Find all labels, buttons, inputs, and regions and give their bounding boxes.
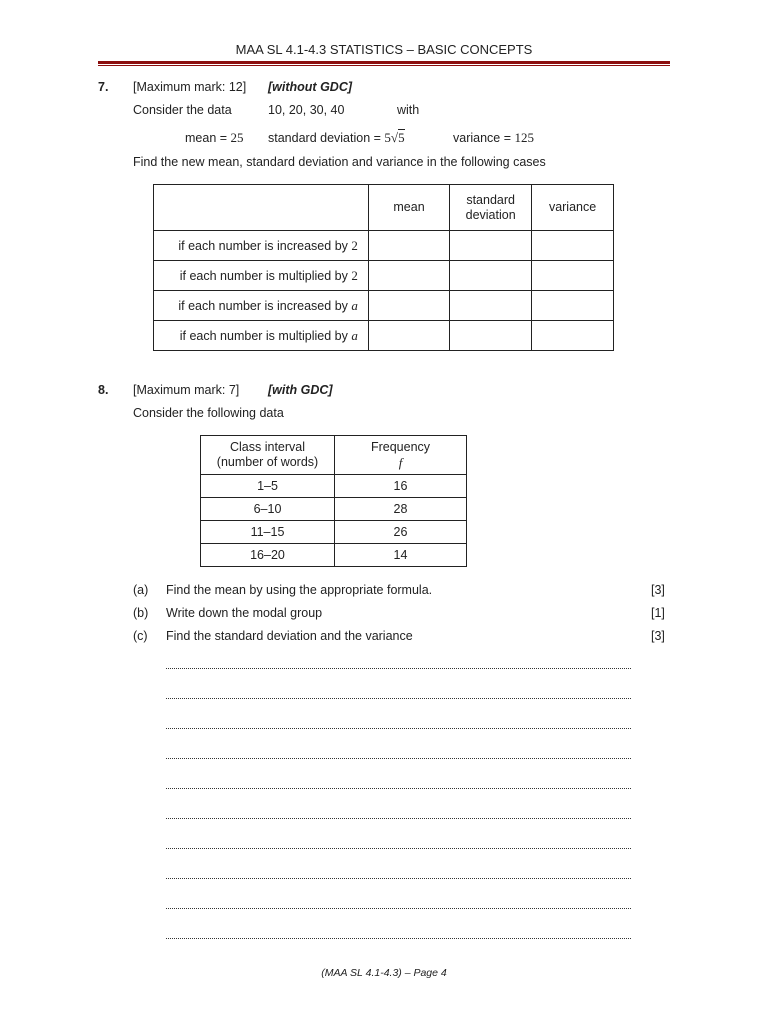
frequency-cell: 16 <box>335 475 467 498</box>
q8-header-class-interval: Class interval (number of words) <box>201 436 335 475</box>
table-row <box>201 521 467 544</box>
table-row <box>201 544 467 567</box>
q7-instruction: Find the new mean, standard deviation and variance in the following cases <box>133 155 546 169</box>
table-row <box>154 231 614 261</box>
q7-consider: Consider the data <box>133 103 232 117</box>
row-label <box>154 321 369 351</box>
variance-value: 125 <box>514 130 535 145</box>
sd-radicand: 5 <box>398 130 405 145</box>
answer-line[interactable] <box>166 788 631 789</box>
answer-cell[interactable] <box>450 321 532 351</box>
q7-mean-line <box>185 130 244 146</box>
q8-tool: [with GDC] <box>268 383 333 397</box>
row-label <box>154 291 369 321</box>
answer-cell[interactable] <box>450 291 532 321</box>
part-c-label: (c) <box>133 629 148 643</box>
part-b-marks: [1] <box>651 606 665 620</box>
sd-label: standard deviation = <box>268 131 381 145</box>
q8-number: 8. <box>98 383 109 397</box>
frequency-label: Frequency <box>370 439 431 454</box>
row-label-text: if each number is increased by <box>178 298 348 313</box>
answer-cell[interactable] <box>532 231 614 261</box>
answer-line[interactable] <box>166 908 631 909</box>
part-c-text: Find the standard deviation and the variance <box>166 629 413 643</box>
class-interval-cell: 1–5 <box>201 475 335 498</box>
answer-line[interactable] <box>166 758 631 759</box>
q7-tool: [without GDC] <box>268 80 353 94</box>
part-a-label: (a) <box>133 583 149 597</box>
answer-line[interactable] <box>166 938 631 939</box>
answer-cell[interactable] <box>532 261 614 291</box>
q7-header-mean: mean <box>368 185 449 231</box>
row-label-text: if each number is multiplied by <box>179 328 348 343</box>
q7-table-header-row <box>154 185 614 231</box>
q8-max-mark: [Maximum mark: 7] <box>133 383 240 397</box>
part-b-label: (b) <box>133 606 149 620</box>
q7-header-variance: variance <box>532 185 614 231</box>
answer-cell[interactable] <box>368 261 449 291</box>
q8-table-header-row <box>201 436 467 475</box>
table-row <box>154 321 614 351</box>
answer-cell[interactable] <box>532 291 614 321</box>
table-row <box>201 475 467 498</box>
class-interval-cell: 16–20 <box>201 544 335 567</box>
frequency-symbol: f <box>398 454 403 470</box>
answer-line[interactable] <box>166 698 631 699</box>
q7-data-values: 10, 20, 30, 40 <box>268 103 345 117</box>
row-label-var: a <box>351 327 358 343</box>
q8-header-frequency <box>335 436 467 475</box>
q7-table <box>153 184 614 351</box>
answer-line[interactable] <box>166 848 631 849</box>
mean-label: mean = <box>185 131 228 145</box>
answer-cell[interactable] <box>368 291 449 321</box>
row-label-var: 2 <box>351 267 358 283</box>
page-footer: (MAA SL 4.1-4.3) – Page 4 <box>321 967 447 979</box>
answer-cell[interactable] <box>368 321 449 351</box>
answer-line[interactable] <box>166 818 631 819</box>
row-label-text: if each number is increased by <box>178 238 348 253</box>
class-interval-cell: 11–15 <box>201 521 335 544</box>
part-a-text: Find the mean by using the appropriate formula. <box>166 583 433 597</box>
part-a-marks: [3] <box>651 583 665 597</box>
answer-line[interactable] <box>166 878 631 879</box>
q7-with: with <box>397 103 420 117</box>
answer-cell[interactable] <box>368 231 449 261</box>
row-label-var: a <box>351 297 358 313</box>
frequency-cell: 28 <box>335 498 467 521</box>
table-row <box>154 291 614 321</box>
part-c-marks: [3] <box>651 629 665 643</box>
mean-value: 25 <box>230 130 244 145</box>
variance-label: variance = <box>453 131 512 145</box>
answer-cell[interactable] <box>450 231 532 261</box>
q7-header-sd: standard deviation <box>450 185 532 231</box>
header-rule <box>98 61 670 64</box>
table-row <box>201 498 467 521</box>
frequency-cell: 14 <box>335 544 467 567</box>
sd-coefficient: 5 <box>384 130 391 145</box>
q7-sd-line <box>268 130 405 146</box>
answer-line[interactable] <box>166 668 631 669</box>
q7-variance-line <box>453 130 534 146</box>
q7-number: 7. <box>98 80 109 94</box>
q8-frequency-table <box>200 435 467 567</box>
sqrt-symbol: √ <box>390 130 399 145</box>
page-header-title: MAA SL 4.1-4.3 STATISTICS – BASIC CONCEPTS <box>235 42 533 57</box>
row-label-text: if each number is multiplied by <box>179 268 348 283</box>
answer-cell[interactable] <box>450 261 532 291</box>
header-rule-thin <box>98 65 670 66</box>
row-label-var: 2 <box>351 237 358 253</box>
q7-max-mark: [Maximum mark: 12] <box>133 80 247 94</box>
frequency-cell: 26 <box>335 521 467 544</box>
class-interval-cell: 6–10 <box>201 498 335 521</box>
answer-line[interactable] <box>166 728 631 729</box>
answer-cell[interactable] <box>532 321 614 351</box>
row-label <box>154 261 369 291</box>
part-b-text: Write down the modal group <box>166 606 323 620</box>
q8-consider: Consider the following data <box>133 406 284 420</box>
q7-header-blank <box>154 185 369 231</box>
table-row <box>154 261 614 291</box>
row-label <box>154 231 369 261</box>
